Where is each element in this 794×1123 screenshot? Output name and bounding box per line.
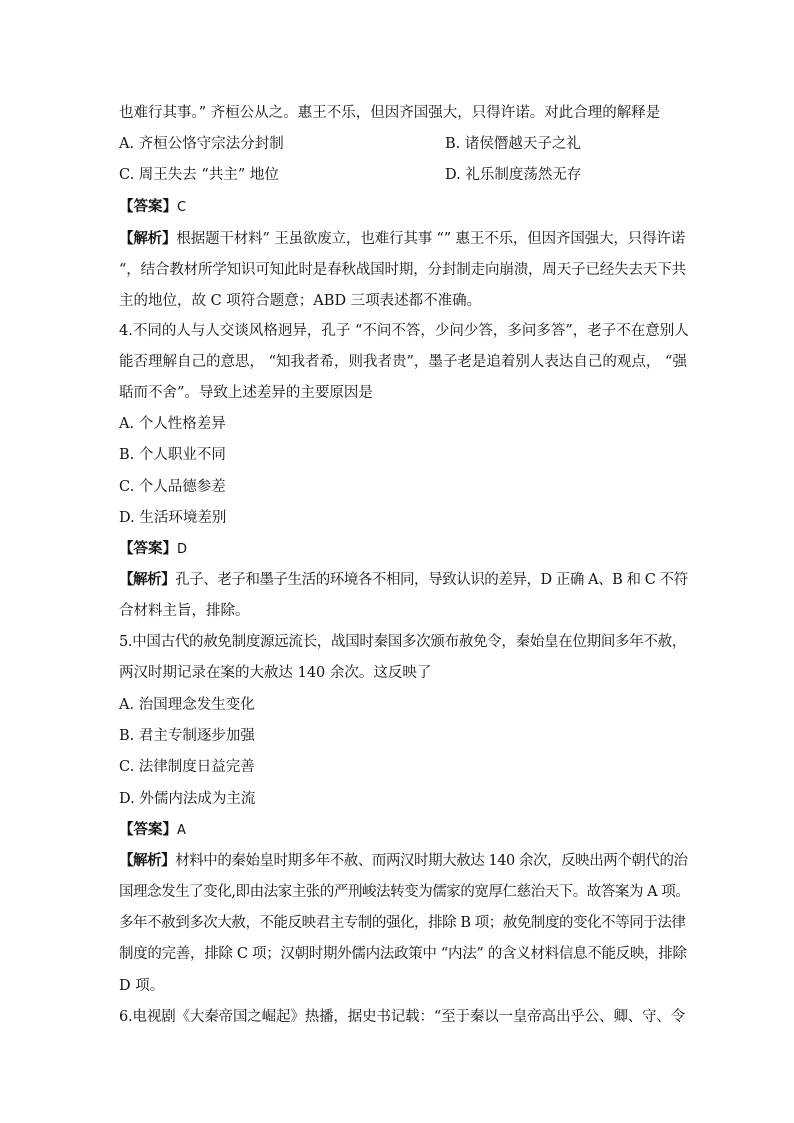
q5-option-b: B. 君主专制逐步加强 xyxy=(119,728,255,744)
q3-option-d: D. 礼乐制度荡然无存 xyxy=(445,167,582,183)
q4-option-d: D. 生活环境差别 xyxy=(119,510,227,526)
q5-option-a: A. 治国理念发生变化 xyxy=(119,697,255,713)
q5-analysis-line-3: 多年不赦到多次大赦，不能反映君主专制的强化，排除 B 项；赦免制度的变化不等同于法律 xyxy=(119,915,686,931)
analysis-text: 孔子、老子和墨子生活的环境各不相同，导致认识的差异，D 正确 A、B 和 C 不符 xyxy=(175,572,688,588)
q3-analysis-line-1 xyxy=(119,229,685,249)
analysis-text: 材料中的秦始皇时期多年不赦、而两汉时期大赦达 140 余次，反映出两个朝代的治 xyxy=(175,853,688,869)
answer-value: D xyxy=(177,542,188,557)
q5-stem-line-1: 5.中国古代的赦免制度源远流长，战国时秦国多次颁布赦免令，秦始皇在位期间多年不赦， xyxy=(119,634,687,650)
q4-option-b: B. 个人职业不同 xyxy=(119,447,226,463)
q5-option-c: C. 法律制度日益完善 xyxy=(119,759,255,775)
q3-answer xyxy=(119,197,186,218)
q3-analysis-line-3: 主的地位，故 C 项符合题意；ABD 三项表述都不准确。 xyxy=(119,293,482,309)
q4-stem-line-3: 聒而不舍”。导致上述差异的主要原因是 xyxy=(119,385,373,401)
q5-option-d: D. 外儒内法成为主流 xyxy=(119,791,256,807)
q4-answer xyxy=(119,539,187,560)
q4-option-c: C. 个人品德参差 xyxy=(119,479,226,495)
analysis-tag: 【解析】 xyxy=(119,571,176,588)
q4-analysis-line-2: 合材料主旨，排除。 xyxy=(119,603,250,619)
q5-analysis-line-4: 制度的完善，排除 C 项；汉朝时期外儒内法政策中 “内法” 的含义材料信息不能反映，排除 xyxy=(119,946,687,962)
analysis-tag: 【解析】 xyxy=(119,230,177,247)
answer-tag: 【答案】 xyxy=(119,198,177,215)
answer-tag: 【答案】 xyxy=(119,821,177,838)
q5-answer xyxy=(119,820,186,841)
analysis-text: 根据题干材料” 王虽欲废立，也难行其事 “” 惠王不乐，但因齐国强大，只得许诺 xyxy=(176,231,686,247)
q4-stem-line-1: 4.不同的人与人交谈风格迥异，孔子 “不问不答，少问少答，多问多答”，老子不在意别人 xyxy=(119,323,689,339)
q5-analysis-line-2: 国理念发生了变化,即由法家主张的严刑峻法转变为儒家的宽厚仁慈治天下。故答案为 A 项。 xyxy=(119,884,690,900)
analysis-tag: 【解析】 xyxy=(119,852,176,869)
question-3-stem-end: 也难行其事。” 齐桓公从之。惠王不乐，但因齐国强大，只得许诺。对此合理的解释是 xyxy=(119,105,661,121)
q4-stem-line-2: 能否理解自己的意思， “知我者希，则我者贵”，墨子老是追着别人表达自己的观点， “强 xyxy=(119,354,687,370)
q5-analysis-line-5: D 项。 xyxy=(119,978,165,994)
q3-analysis-line-2: “，结合教材所学知识可知此时是春秋战国时期，分封制走向崩溃，周天子已经失去天下共 xyxy=(119,262,686,278)
q4-option-a: A. 个人性格差异 xyxy=(119,416,226,432)
answer-value: C xyxy=(177,200,187,215)
answer-tag: 【答案】 xyxy=(119,540,177,557)
q3-option-a: A. 齐桓公恪守宗法分封制 xyxy=(119,136,284,152)
q3-option-b: B. 诸侯僭越天子之礼 xyxy=(445,136,581,152)
q4-analysis-line-1 xyxy=(119,570,688,590)
q5-analysis-line-1 xyxy=(119,851,688,871)
q5-stem-line-2: 两汉时期记录在案的大赦达 140 余次。这反映了 xyxy=(119,665,432,681)
q3-option-c: C. 周王失去 “共主” 地位 xyxy=(119,167,279,183)
q6-stem-line-1: 6.电视剧《大秦帝国之崛起》热播，据史书记载：“至于秦以一皇帝高出乎公、卿、守、令 xyxy=(119,1009,686,1025)
answer-value: A xyxy=(177,823,186,838)
